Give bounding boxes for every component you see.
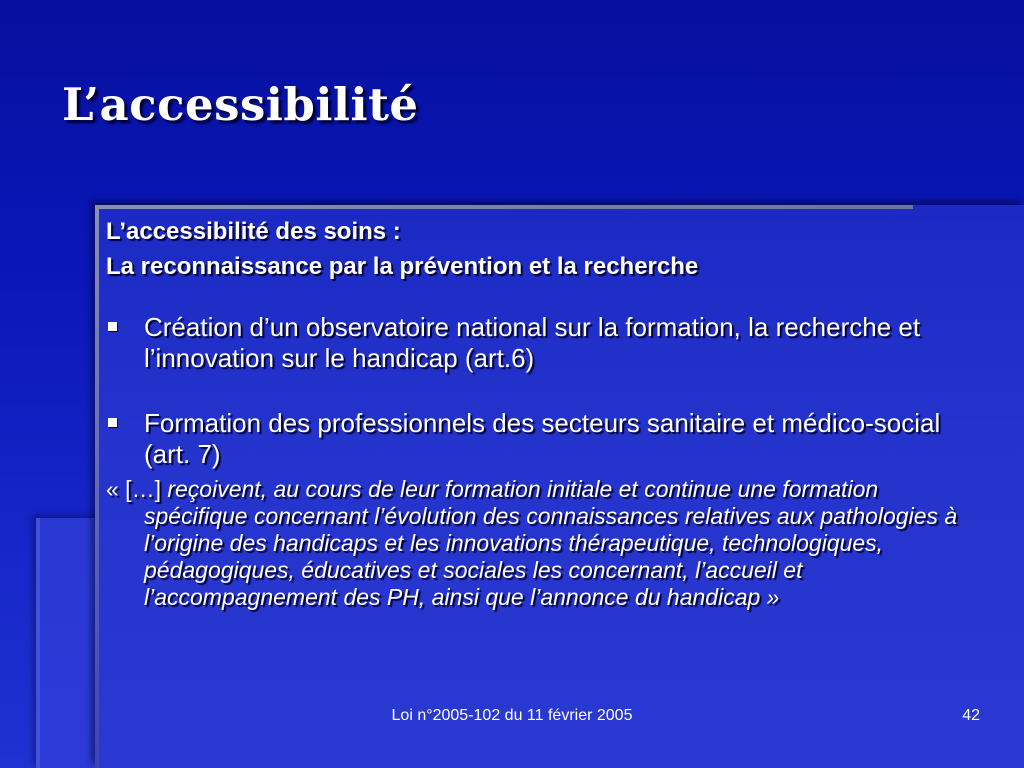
quote-opening: « […] [106, 476, 168, 502]
page-number: 42 [962, 707, 980, 724]
square-bullet-icon [108, 322, 117, 331]
square-bullet-icon [108, 418, 117, 427]
slide-body [106, 214, 986, 611]
law-quote [106, 476, 984, 611]
list-item [106, 408, 986, 470]
bullet-text: Formation des professionnels des secteurs sanitaire et médico-social (art. 7) [144, 408, 941, 469]
footer-reference: Loi n°2005-102 du 11 février 2005 [391, 707, 633, 724]
section-subheading: La reconnaissance par la prévention et la recherche [106, 253, 699, 280]
slide-title: L’accessibilité [62, 78, 419, 131]
bullet-text: Création d’un observatoire national sur la formation, la recherche et l’innovation sur le handicap (art.6) [144, 312, 921, 373]
list-item [106, 312, 986, 374]
section-heading: L’accessibilité des soins : [106, 218, 401, 245]
quote-text: reçoivent, au cours de leur formation initiale et continue une formation spécifique concernant l’évolution des connaissances relatives aux pathologies à l’origine des handicaps et les innovations thérapeutique, technologiques, pédagogiques, éducatives et sociales les concernant, l’accueil et l’accompagnement des PH, ainsi que l’annonce du handicap » [144, 476, 958, 610]
